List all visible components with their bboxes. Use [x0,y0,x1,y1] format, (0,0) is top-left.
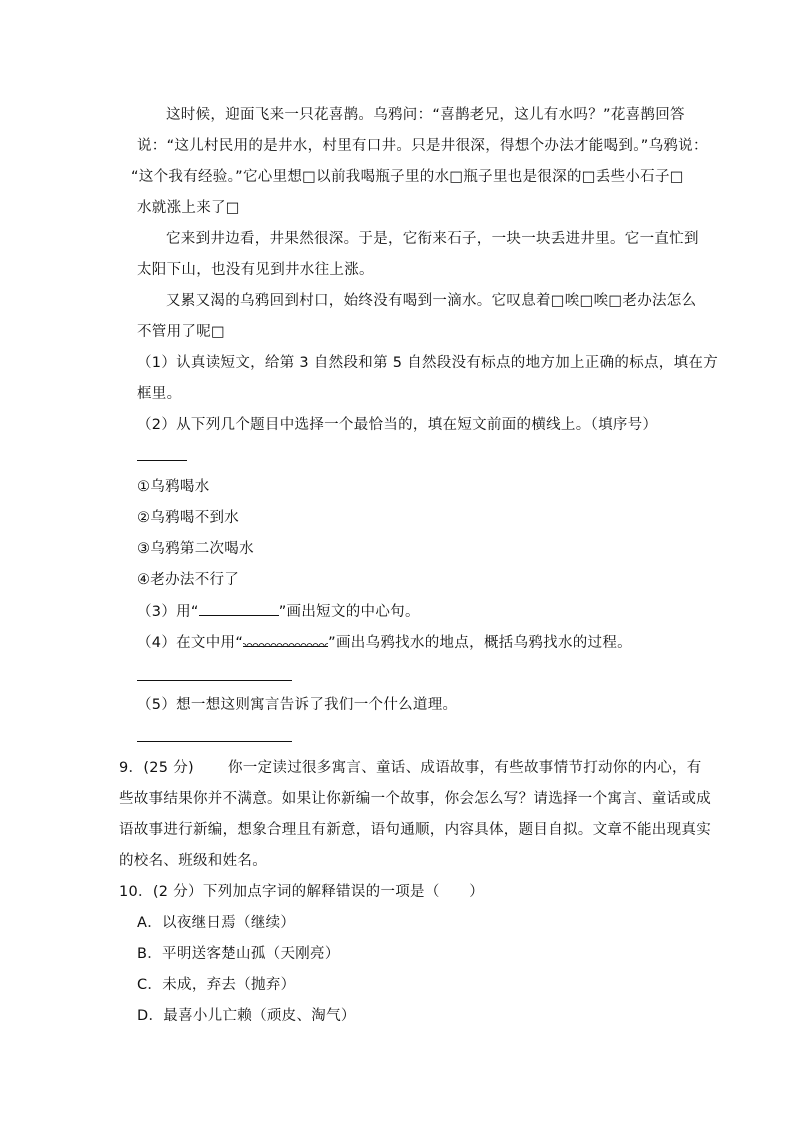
wavy-line-sample [243,632,328,647]
question-text: 框里。 [137,386,182,402]
option-item[interactable]: A．以夜继日焉（继续） [137,915,296,931]
passage-line: 它来到井边看，井果然很深。于是，它衔来石子，一块一块丢进井里。它一直忙到 [166,231,699,247]
passage-line: 说：“这儿村民用的是井水，村里有口井。只是井很深，得想个办法才能喝到。”乌鸦说： [137,138,708,154]
question-text-part: （4）在文中用“ [137,635,244,651]
passage-line: 这时候，迎面飞来一只花喜鹊。乌鸦问：“喜鹊老兄，这儿有水吗？”花喜鹊回答 [166,107,685,123]
option-item: ③乌鸦第二次喝水 [137,541,254,557]
question-text-part: （3）用“ [137,604,199,620]
question-text-part: ”画出乌鸦找水的地点，概括乌鸦找水的过程。 [328,635,632,651]
question-text [119,758,702,778]
question-text: （5）想一想这则寓言告诉了我们一个什么道理。 [137,697,458,713]
passage-line: “这个我有经验。”它心里想□以前我喝瓶子里的水□瓶子里也是很深的□丢些小石子□ [131,169,684,185]
answer-blank[interactable] [137,460,187,461]
question-text: 10．(2 分）下列加点字词的解释错误的一项是（ ） [119,884,485,900]
option-item: ④老办法不行了 [137,572,240,588]
option-item: ②乌鸦喝不到水 [137,510,240,526]
option-item[interactable]: D．最喜小儿亡赖（顽皮、淘气） [137,1008,356,1024]
answer-line[interactable] [137,680,292,681]
option-item[interactable]: B．平明送客楚山孤（天刚亮） [137,946,340,962]
passage-line: 不管用了呢□ [137,324,225,340]
answer-line[interactable] [137,741,292,742]
question-number: 9．(25 分) [119,760,194,776]
passage-line: 又累又渴的乌鸦回到村口，始终没有喝到一滴水。它叹息着□唉□唉□老办法怎么 [166,293,697,309]
question-text-part: ”画出短文的中心句。 [278,604,420,620]
passage-line: 水就涨上来了□ [137,200,240,216]
option-item[interactable]: C．未成，弃去（抛弃） [137,977,296,993]
question-text: 的校名、班级和姓名。 [119,853,267,869]
question-text: （1）认真读短文，给第 3 自然段和第 5 自然段没有标点的地方加上正确的标点，填在方 [137,355,719,371]
underline-sample [199,601,279,616]
question-text-part: 你一定读过很多寓言、童话、成语故事，有些故事情节打动你的内心，有 [228,760,702,776]
question-text: 些故事结果你并不满意。如果让你新编一个故事，你会怎么写？请选择一个寓言、童话或成 [119,791,711,807]
question-text [137,601,420,622]
question-text [137,632,632,653]
passage-line: 太阳下山，也没有见到井水往上涨。 [137,262,374,278]
question-text: （2）从下列几个题目中选择一个最恰当的，填在短文前面的横线上。（填序号） [137,417,658,433]
option-item: ①乌鸦喝水 [137,479,210,495]
question-text: 语故事进行新编，想象合理且有新意，语句通顺，内容具体，题目自拟。文章不能出现真实 [119,822,711,838]
